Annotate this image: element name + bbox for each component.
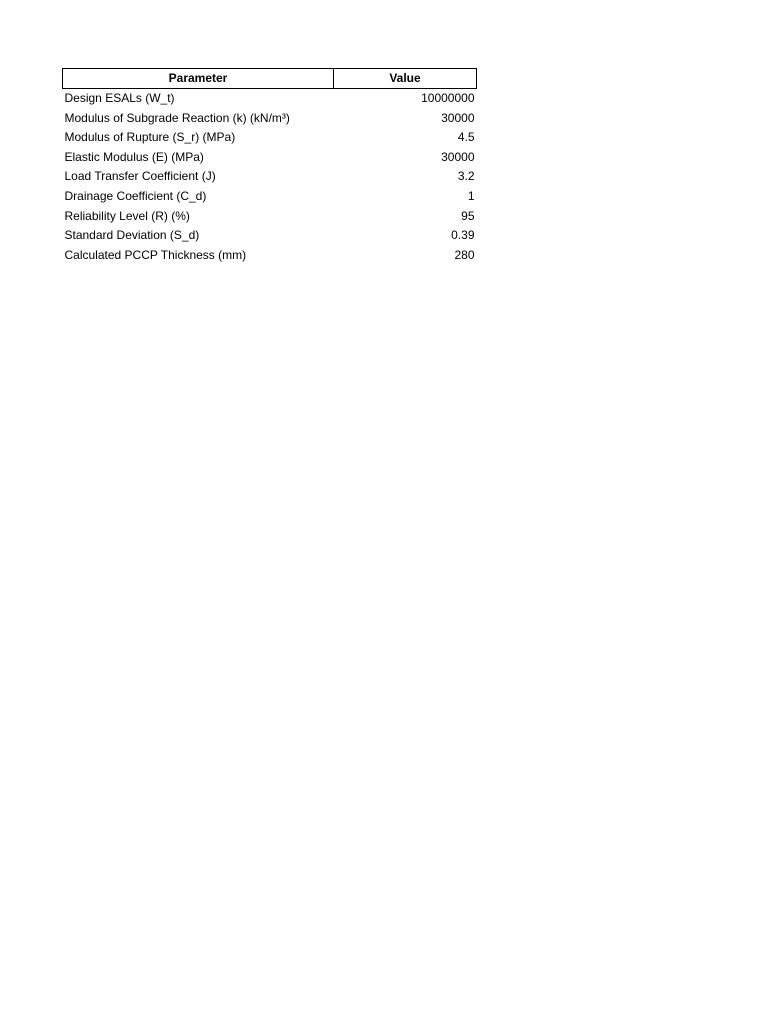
parameter-cell: Design ESALs (W_t) xyxy=(64,91,175,105)
value-cell: 1 xyxy=(467,188,475,203)
value-cell: 30000 xyxy=(441,149,475,164)
table-row xyxy=(63,187,477,207)
header-parameter: Parameter xyxy=(63,69,334,89)
table-row xyxy=(63,148,477,168)
value-cell: 3.2 xyxy=(457,169,475,184)
value-cell: 95 xyxy=(461,208,475,223)
parameter-cell: Drainage Coefficient (C_d) xyxy=(64,188,207,203)
table-row xyxy=(63,207,477,227)
value-cell: 0.39 xyxy=(451,228,475,243)
parameter-cell: Modulus of Rupture (S_r) (MPa) xyxy=(64,130,236,145)
table-row xyxy=(63,226,477,246)
parameter-cell: Modulus of Subgrade Reaction (k) (kN/m³) xyxy=(64,110,290,125)
header-value: Value xyxy=(334,69,477,89)
table-row xyxy=(63,89,477,109)
parameter-cell: Calculated PCCP Thickness (mm) xyxy=(64,247,247,262)
value-cell: 4.5 xyxy=(457,130,475,145)
table-header-row xyxy=(63,69,477,89)
parameter-table xyxy=(62,68,477,265)
parameter-cell: Elastic Modulus (E) (MPa) xyxy=(64,149,204,164)
table-row xyxy=(63,128,477,148)
value-cell: 10000000 xyxy=(421,91,475,105)
value-cell: 280 xyxy=(454,247,475,262)
parameter-cell: Standard Deviation (S_d) xyxy=(64,228,200,243)
value-cell: 30000 xyxy=(441,110,475,125)
table-row xyxy=(63,246,477,266)
table-row xyxy=(63,109,477,129)
table-row xyxy=(63,167,477,187)
parameter-cell: Reliability Level (R) (%) xyxy=(64,208,190,223)
parameter-cell: Load Transfer Coefficient (J) xyxy=(64,169,216,184)
